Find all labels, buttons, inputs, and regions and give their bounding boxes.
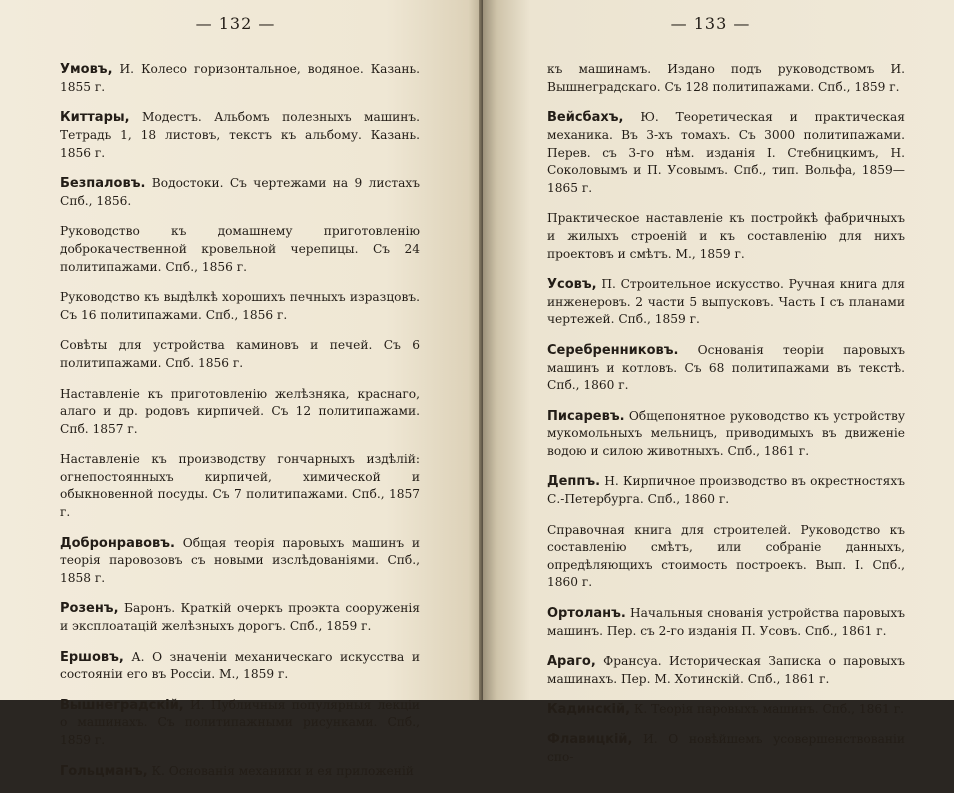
entry-text: Руководство къ выдѣлкѣ хорошихъ печныхъ изразцовъ. Съ 16 политипажами. Спб., 1856 г. xyxy=(60,290,420,322)
entry-author: Усовъ, xyxy=(547,277,597,293)
bibliography-entry xyxy=(60,763,420,781)
entry-text: Общепонятное руководство къ устройству мукомольныхъ мельницъ, приводимыхъ въ движеніе водою и силою животныхъ. Спб., 1861 г. xyxy=(547,408,905,458)
entry-author: Вейсбахъ, xyxy=(547,110,624,126)
right-page xyxy=(483,0,954,764)
bibliography-entry-continued xyxy=(547,61,905,96)
entry-author: Флавицкій, xyxy=(547,732,633,748)
entry-author: Араго, xyxy=(547,654,596,670)
bibliography-entry xyxy=(60,109,420,162)
page-number: — 133 — xyxy=(670,14,751,33)
bibliography-entry xyxy=(547,473,905,508)
entry-text: А. О значеніи механическаго искусства и состояніи его въ Россіи. М., 1859 г. xyxy=(60,649,420,682)
bibliography-entry xyxy=(60,697,420,750)
bibliography-entry xyxy=(547,342,905,395)
bibliography-entry xyxy=(60,451,420,521)
entry-text: Наставленіе къ производству гончарныхъ издѣлій: огнепостоянныхъ кирпичей, химической и обыкновенной посуды. Съ 7 политипажами. Спб., 1857 г. xyxy=(60,452,420,520)
entry-author: Добронравовъ. xyxy=(60,535,175,551)
entry-text: К. Основанія механики и ея приложеній xyxy=(147,763,414,778)
bibliography-entry xyxy=(547,210,905,263)
entry-author: Серебренниковъ. xyxy=(547,342,679,358)
entry-list xyxy=(547,49,905,779)
entry-text: Наставленіе къ приготовленію желѣзняка, краснаго, алаго и др. родовъ кирпичей. Съ 12 политипажами. Спб. 1857 г. xyxy=(60,386,420,436)
bibliography-entry xyxy=(547,731,905,766)
entry-text: къ машинамъ. Издано подъ руководствомъ И. Вышнеградскаго. Съ 128 политипажами. Спб., 1859 г. xyxy=(547,62,905,94)
entry-author: Безпаловъ. xyxy=(60,176,146,192)
entry-text: Франсуа. Историческая Записка о паровыхъ машинахъ. Пер. М. Хотинскій. Спб., 1861 г. xyxy=(547,654,905,686)
entry-text: Основанія теоріи паровыхъ машинъ и котловъ. Съ 68 политипажами въ текстѣ. Спб., 1860 г. xyxy=(547,342,905,393)
entry-text: Н. Кирпичное производство въ окрестностяхъ С.-Петербурга. Спб., 1860 г. xyxy=(547,474,905,507)
entry-text: И. Публичныя популярныя лекціи о машинахъ. Съ политипажными рисунками. Спб., 1859 г. xyxy=(60,697,420,747)
entry-text: Начальныя снованія устройства паровыхъ машинъ. Пер. съ 2-го изданія П. Усовъ. Спб., 1861 г. xyxy=(547,606,905,638)
bibliography-entry xyxy=(60,337,420,372)
entry-text: Совѣты для устройства каминовъ и печей. Съ 6 политипажами. Спб. 1856 г. xyxy=(60,338,420,370)
bibliography-entry xyxy=(60,223,420,276)
bibliography-entry xyxy=(60,649,420,684)
left-page xyxy=(0,0,483,779)
entry-text: Руководство къ домашнему приготовленію доброкачественной кровельной черепицы. Съ 24 политипажами. Спб., 1856 г. xyxy=(60,224,420,274)
entry-text: И. О новѣйшемъ усовершенствованіи спо- xyxy=(547,732,905,764)
bibliography-entry xyxy=(60,386,420,439)
page-number: — 132 — xyxy=(195,14,276,33)
entry-text: Справочная книга для строителей. Руководство къ составленію смѣтъ, или собраніе данныхъ, опредѣляющихъ стоимость построекъ. Вып. I. Спб., 1860 г. xyxy=(547,522,905,590)
bibliography-entry xyxy=(547,408,905,461)
bibliography-entry xyxy=(547,653,905,688)
bibliography-entry xyxy=(547,701,905,719)
bibliography-entry xyxy=(547,109,905,197)
bibliography-entry xyxy=(60,535,420,588)
bibliography-entry xyxy=(60,175,420,210)
entry-author: Умовъ, xyxy=(60,62,113,78)
entry-author: Киттары, xyxy=(60,110,130,126)
entry-author: Ершовъ, xyxy=(60,649,124,665)
entry-author: Ортоланъ. xyxy=(547,606,626,622)
entry-text: Практическое наставленіе къ постройкѣ фабричныхъ и жилыхъ строеній и къ составленію для нихъ проектовъ и смѣтъ. М., 1859 г. xyxy=(547,211,905,261)
entry-author: Кадинскій, xyxy=(547,702,631,718)
bibliography-entry xyxy=(60,61,420,96)
entry-text: Водостоки. Съ чертежами на 9 листахъ Спб., 1856. xyxy=(60,176,420,208)
entry-text: Баронъ. Краткій очеркъ проэкта сооруженія и эксплоатацій желѣзныхъ дорогъ. Спб., 1859 г. xyxy=(60,601,420,634)
entry-text: Общая теорія паровыхъ машинъ и теорія паровозовъ съ новыми изслѣдованіями. Спб., 1858 г. xyxy=(60,535,420,585)
entry-author: Деппъ. xyxy=(547,474,601,490)
entry-text: Модестъ. Альбомъ полезныхъ машинъ. Тетрадь 1, 18 листовъ, текстъ къ альбому. Казань. 1856 г. xyxy=(60,110,420,160)
entry-text: П. Строительное искусство. Ручная книга для инженеровъ. 2 части 5 выпусковъ. Часть I съ планами чертежей. Спб., 1859 г. xyxy=(547,277,905,327)
bibliography-entry xyxy=(60,289,420,324)
entry-text: К. Теорія паровыхъ машинъ. Спб., 1861 г. xyxy=(630,702,905,717)
entry-author: Гольцманъ, xyxy=(60,763,148,779)
entry-author: Вышнеградскій, xyxy=(60,697,184,713)
bibliography-entry xyxy=(547,522,905,592)
entry-text: И. Колесо горизонтальное, водяное. Казань. 1855 г. xyxy=(60,62,420,94)
bibliography-entry xyxy=(547,605,905,640)
entry-author: Писаревъ. xyxy=(547,408,625,424)
entry-author: Розенъ, xyxy=(60,601,119,617)
entry-list xyxy=(60,49,420,793)
entry-text: Ю. Теоретическая и практическая механика. Въ 3-хъ томахъ. Съ 3000 политипажами. Перев. съ 3-го нѣм. изданія І. Стебницкимъ, Н. Соколовымъ и П. Усовымъ. Спб., тип. Вольфа, 1859—1865 г. xyxy=(547,110,905,195)
bibliography-entry xyxy=(60,600,420,635)
bibliography-entry xyxy=(547,276,905,329)
